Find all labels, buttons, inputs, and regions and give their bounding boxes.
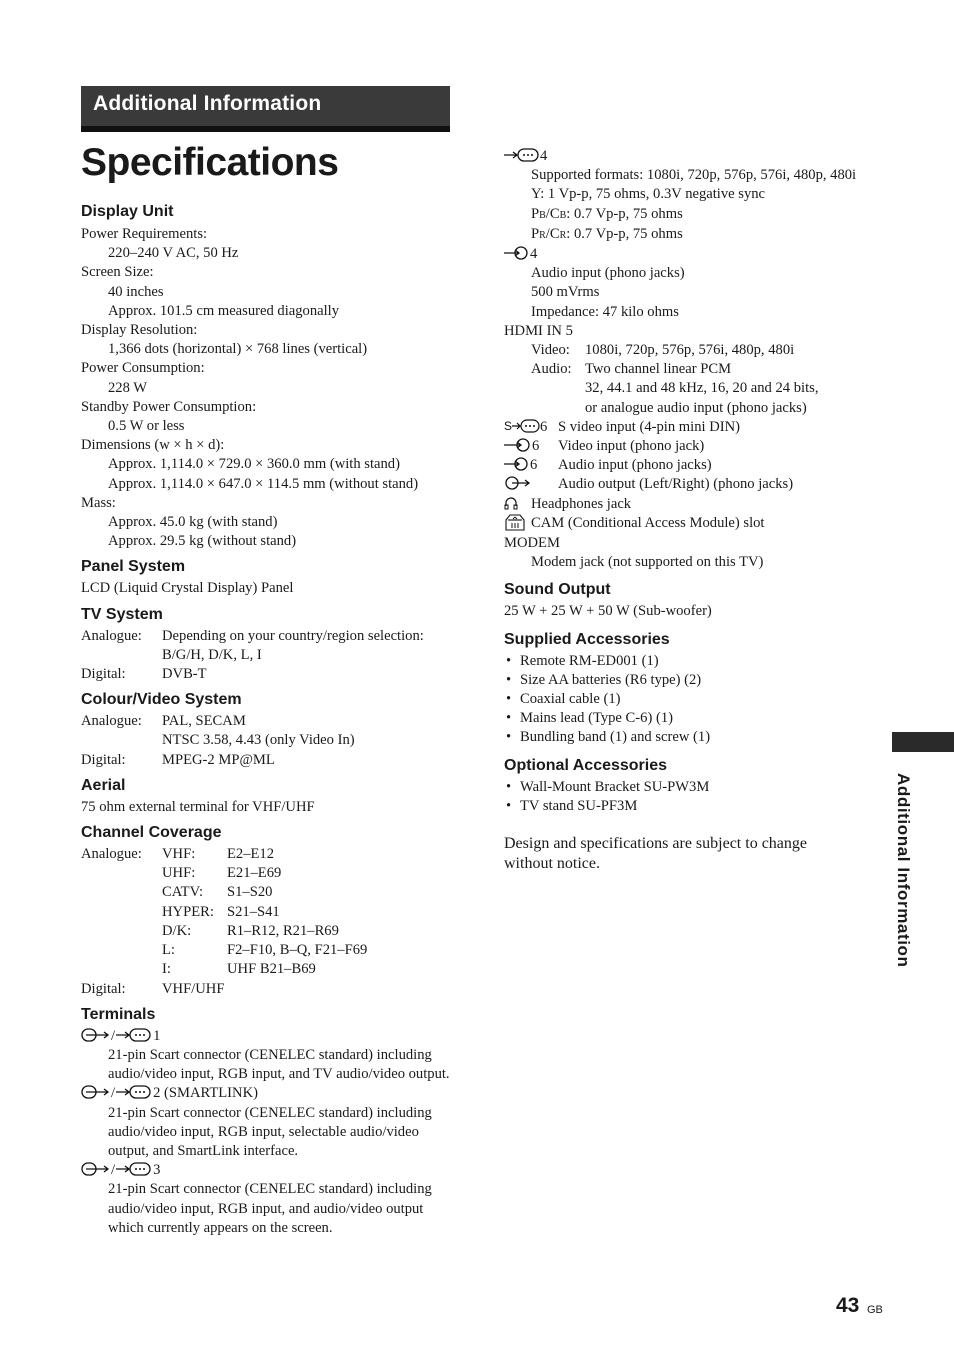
tv-analogue-label: Analogue: xyxy=(81,627,142,644)
channel-row xyxy=(81,922,461,941)
standby-value: 0.5 W or less xyxy=(108,418,185,435)
channel-row xyxy=(81,883,461,902)
audio-4-num: 4 xyxy=(530,246,538,263)
channel-coverage-table xyxy=(81,845,461,999)
audio-out-row xyxy=(504,475,884,494)
scart-1-num: 1 xyxy=(153,1027,161,1044)
audio-out-icon-wrap xyxy=(504,475,558,494)
s-video-in-icon xyxy=(504,418,540,434)
pr-sub-2: R xyxy=(559,229,567,241)
modem-desc: Modem jack (not supported on this TV) xyxy=(531,554,764,571)
aerial-value: 75 ohm external terminal for VHF/UHF xyxy=(81,798,315,815)
display-unit-heading: Display Unit xyxy=(81,203,174,220)
channel-range: E2–E12 xyxy=(227,846,275,863)
channel-band: D/K: xyxy=(162,922,192,939)
scart-2-num: 2 (SMARTLINK) xyxy=(153,1085,258,1102)
disclaimer-note: Design and specifications are subject to change without notice. xyxy=(504,835,807,873)
channel-band: CATV: xyxy=(162,884,204,901)
channel-range: S1–S20 xyxy=(227,884,273,901)
svideo-num: 6 xyxy=(540,418,548,435)
audio-6-num: 6 xyxy=(530,457,538,474)
optional-accessories-heading: Optional Accessories xyxy=(504,756,668,774)
supplied-accessories-list xyxy=(504,652,884,748)
video-6-desc: Video input (phono jack) xyxy=(558,438,705,455)
hdmi-label: HDMI IN 5 xyxy=(504,322,573,339)
dimensions-label: Dimensions (w × h × d): xyxy=(81,437,225,454)
channel-digital-row xyxy=(81,980,461,999)
right-column xyxy=(504,147,884,890)
hdmi-audio-label: Audio: xyxy=(531,361,572,378)
component-video-in-icon xyxy=(115,1161,153,1177)
headphones-icon-wrap xyxy=(504,495,531,514)
audio-4-l2: 500 mVrms xyxy=(531,284,600,301)
hdmi-audio-value-3: or analogue audio input (phono jacks) xyxy=(585,399,807,416)
channel-range: E21–E69 xyxy=(227,865,282,882)
component-4-line xyxy=(504,147,884,166)
channel-row xyxy=(81,903,461,922)
pb-sub-2: B xyxy=(559,209,567,221)
scart-1-desc: 21-pin Scart connector (CENELEC standard) including audio/video input, RGB input, and TV audio/video output. xyxy=(108,1046,450,1083)
channel-band: VHF: xyxy=(162,846,196,863)
channel-band: HYPER: xyxy=(162,903,214,920)
pr-mid: /C xyxy=(545,225,560,242)
pr-value: : 0.7 Vp-p, 75 ohms xyxy=(566,225,683,242)
power-cons-label: Power Consumption: xyxy=(81,360,205,377)
page-suffix: GB xyxy=(867,1304,883,1316)
cam-slot-icon xyxy=(504,514,526,531)
colour-digital xyxy=(81,751,461,770)
channel-band: I: xyxy=(162,961,171,978)
standby-label: Standby Power Consumption: xyxy=(81,398,257,415)
cam-icon-wrap xyxy=(504,514,531,534)
power-cons-value: 228 W xyxy=(108,379,148,396)
video-in-icon xyxy=(504,437,532,453)
colour-analogue-value: PAL, SECAM xyxy=(162,713,246,730)
component-video-in-icon xyxy=(115,1027,153,1043)
audio-out-icon xyxy=(504,475,530,491)
channel-analogue-label: Analogue: xyxy=(81,846,142,863)
video-6-icon-wrap xyxy=(504,437,558,456)
scart-3-desc: 21-pin Scart connector (CENELEC standard) including audio/video input, RGB input, and audio/video output which currently appears on the screen. xyxy=(108,1181,432,1236)
colour-digital-value: MPEG-2 MP@ML xyxy=(162,751,275,768)
audio-in-icon xyxy=(504,456,530,472)
channel-coverage-heading: Channel Coverage xyxy=(81,824,222,842)
channel-row xyxy=(81,845,461,864)
mass-nostand: Approx. 29.5 kg (without stand) xyxy=(108,533,297,550)
pb-value: : 0.7 Vp-p, 75 ohms xyxy=(566,205,683,222)
resolution-label: Display Resolution: xyxy=(81,322,198,339)
optional-accessories-list xyxy=(504,778,884,816)
colour-analogue-value-2: NTSC 3.58, 4.43 (only Video In) xyxy=(162,732,355,749)
component-4-num: 4 xyxy=(540,148,548,164)
section-banner xyxy=(81,86,450,132)
video-6-row xyxy=(504,437,884,456)
tv-system-digital xyxy=(81,665,461,684)
channel-digital-value: VHF/UHF xyxy=(162,980,225,997)
scart-in-out-icon xyxy=(81,1027,111,1043)
tv-system-analogue xyxy=(81,627,461,646)
panel-system-value: LCD (Liquid Crystal Display) Panel xyxy=(81,580,294,597)
component-4-pb xyxy=(504,205,884,225)
dimensions-nostand: Approx. 1,114.0 × 647.0 × 114.5 mm (without stand) xyxy=(108,475,419,492)
tv-analogue-value-2: B/G/H, D/K, L, I xyxy=(162,646,262,663)
colour-analogue xyxy=(81,712,461,731)
scart-3-num: 3 xyxy=(153,1162,161,1179)
tv-system-analogue-2 xyxy=(81,646,461,665)
sound-output-value: 25 W + 25 W + 50 W (Sub-woofer) xyxy=(504,603,712,620)
channel-range: S21–S41 xyxy=(227,903,280,920)
panel-system-heading: Panel System xyxy=(81,558,186,576)
terminals-heading: Terminals xyxy=(81,1005,156,1023)
audio-6-desc: Audio input (phono jacks) xyxy=(558,457,712,474)
svideo-desc: S video input (4-pin mini DIN) xyxy=(558,418,741,435)
hdmi-audio-value-2: 32, 44.1 and 48 kHz, 16, 20 and 24 bits, xyxy=(585,380,819,397)
tv-digital-label: Digital: xyxy=(81,666,126,683)
audio-6-icon-wrap xyxy=(504,456,558,475)
aerial-heading: Aerial xyxy=(81,776,126,794)
tv-digital-value: DVB-T xyxy=(162,666,207,683)
scart-1-line: / 1 xyxy=(81,1027,461,1046)
headphones-desc: Headphones jack xyxy=(531,495,632,512)
component-4-formats: Supported formats: 1080i, 720p, 576p, 576i, 480p, 480i xyxy=(531,167,857,184)
channel-range: F2–F10, B–Q, F21–F69 xyxy=(227,942,368,959)
hdmi-video-label: Video: xyxy=(531,342,570,359)
power-req-value: 220–240 V AC, 50 Hz xyxy=(108,245,239,262)
channel-band: L: xyxy=(162,942,175,959)
channel-range: UHF B21–B69 xyxy=(227,961,316,978)
hdmi-audio-row xyxy=(504,360,884,379)
list-item: • Mains lead (Type C-6) (1) xyxy=(504,709,884,728)
tv-analogue-value: Depending on your country/region selection: xyxy=(162,627,424,644)
supplied-accessories-heading: Supplied Accessories xyxy=(504,630,670,648)
hdmi-video-row xyxy=(504,341,884,360)
svideo-icon-wrap xyxy=(504,418,558,437)
channel-band: UHF: xyxy=(162,865,196,882)
power-req-label: Power Requirements: xyxy=(81,226,208,242)
pb-sub: B xyxy=(539,209,546,221)
scart-2-desc: 21-pin Scart connector (CENELEC standard) including audio/video input, RGB input, selectable audio/video output, and SmartLink interface. xyxy=(108,1104,432,1159)
colour-digital-label: Digital: xyxy=(81,751,126,768)
audio-6-row xyxy=(504,456,884,475)
pb-prefix: P xyxy=(531,205,540,222)
list-item: • Remote RM-ED001 (1) xyxy=(504,652,884,671)
list-item: • TV stand SU-PF3M xyxy=(504,797,884,816)
dimensions-stand: Approx. 1,114.0 × 729.0 × 360.0 mm (with stand) xyxy=(108,456,400,473)
list-item: • Bundling band (1) and screw (1) xyxy=(504,728,884,747)
scart-in-out-icon xyxy=(81,1084,111,1100)
audio-4-l1: Audio input (phono jacks) xyxy=(531,265,685,282)
resolution-value: 1,366 dots (horizontal) × 768 lines (vertical) xyxy=(108,341,368,358)
page-title: Specifications xyxy=(81,141,339,184)
tv-system-heading: TV System xyxy=(81,605,163,623)
audio-4-l3: Impedance: 47 kilo ohms xyxy=(531,303,679,320)
modem-label: MODEM xyxy=(504,535,560,552)
display-unit-list xyxy=(81,225,461,551)
mass-stand: Approx. 45.0 kg (with stand) xyxy=(108,514,278,531)
screen-size-value: 40 inches xyxy=(108,283,164,300)
pr-prefix: P xyxy=(531,225,540,242)
screen-size-label: Screen Size: xyxy=(81,264,154,281)
colour-analogue-2 xyxy=(81,731,461,750)
svg-text:S: S xyxy=(504,418,513,433)
side-tab-marker xyxy=(892,732,954,752)
channel-row xyxy=(81,960,461,979)
video-6-num: 6 xyxy=(532,438,540,455)
component-video-in-icon xyxy=(115,1084,153,1100)
screen-size-note: Approx. 101.5 cm measured diagonally xyxy=(108,302,340,319)
audio-4-line xyxy=(504,245,884,264)
pr-sub: R xyxy=(539,229,546,241)
colour-analogue-label: Analogue: xyxy=(81,713,142,730)
list-item: • Size AA batteries (R6 type) (2) xyxy=(504,671,884,690)
hdmi-audio-value: Two channel linear PCM xyxy=(585,361,732,378)
pb-mid: /C xyxy=(545,205,560,222)
colour-system-heading: Colour/Video System xyxy=(81,691,242,709)
headphones-icon xyxy=(504,495,518,511)
svideo-row xyxy=(504,418,884,437)
side-label xyxy=(885,773,925,973)
cam-desc: CAM (Conditional Access Module) slot xyxy=(531,514,765,531)
channel-row xyxy=(81,864,461,883)
channel-digital-label: Digital: xyxy=(81,980,126,997)
component-video-in-icon xyxy=(504,147,540,163)
headphones-row xyxy=(504,495,884,514)
component-4-pr xyxy=(504,225,884,245)
audio-out-desc: Audio output (Left/Right) (phono jacks) xyxy=(558,476,794,493)
section-banner-label: Additional Information xyxy=(93,92,322,115)
audio-in-icon xyxy=(504,245,530,261)
channel-range: R1–R12, R21–R69 xyxy=(227,922,339,939)
hdmi-video-value: 1080i, 720p, 576p, 576i, 480p, 480i xyxy=(585,342,795,359)
page-number: 43 xyxy=(836,1294,860,1317)
side-label-text: Additional Information xyxy=(894,773,913,968)
scart-2-line: / 2 (SMARTLINK) xyxy=(81,1084,461,1103)
left-column xyxy=(81,202,461,1238)
cam-row xyxy=(504,514,884,534)
sound-output-heading: Sound Output xyxy=(504,581,611,599)
component-4-y: Y: 1 Vp-p, 75 ohms, 0.3V negative sync xyxy=(531,186,766,203)
list-item: • Coaxial cable (1) xyxy=(504,690,884,709)
scart-3-line: / 3 xyxy=(81,1161,461,1180)
list-item: • Wall-Mount Bracket SU-PW3M xyxy=(504,778,884,797)
channel-row xyxy=(81,941,461,960)
mass-label: Mass: xyxy=(81,494,116,511)
scart-in-out-icon xyxy=(81,1161,111,1177)
